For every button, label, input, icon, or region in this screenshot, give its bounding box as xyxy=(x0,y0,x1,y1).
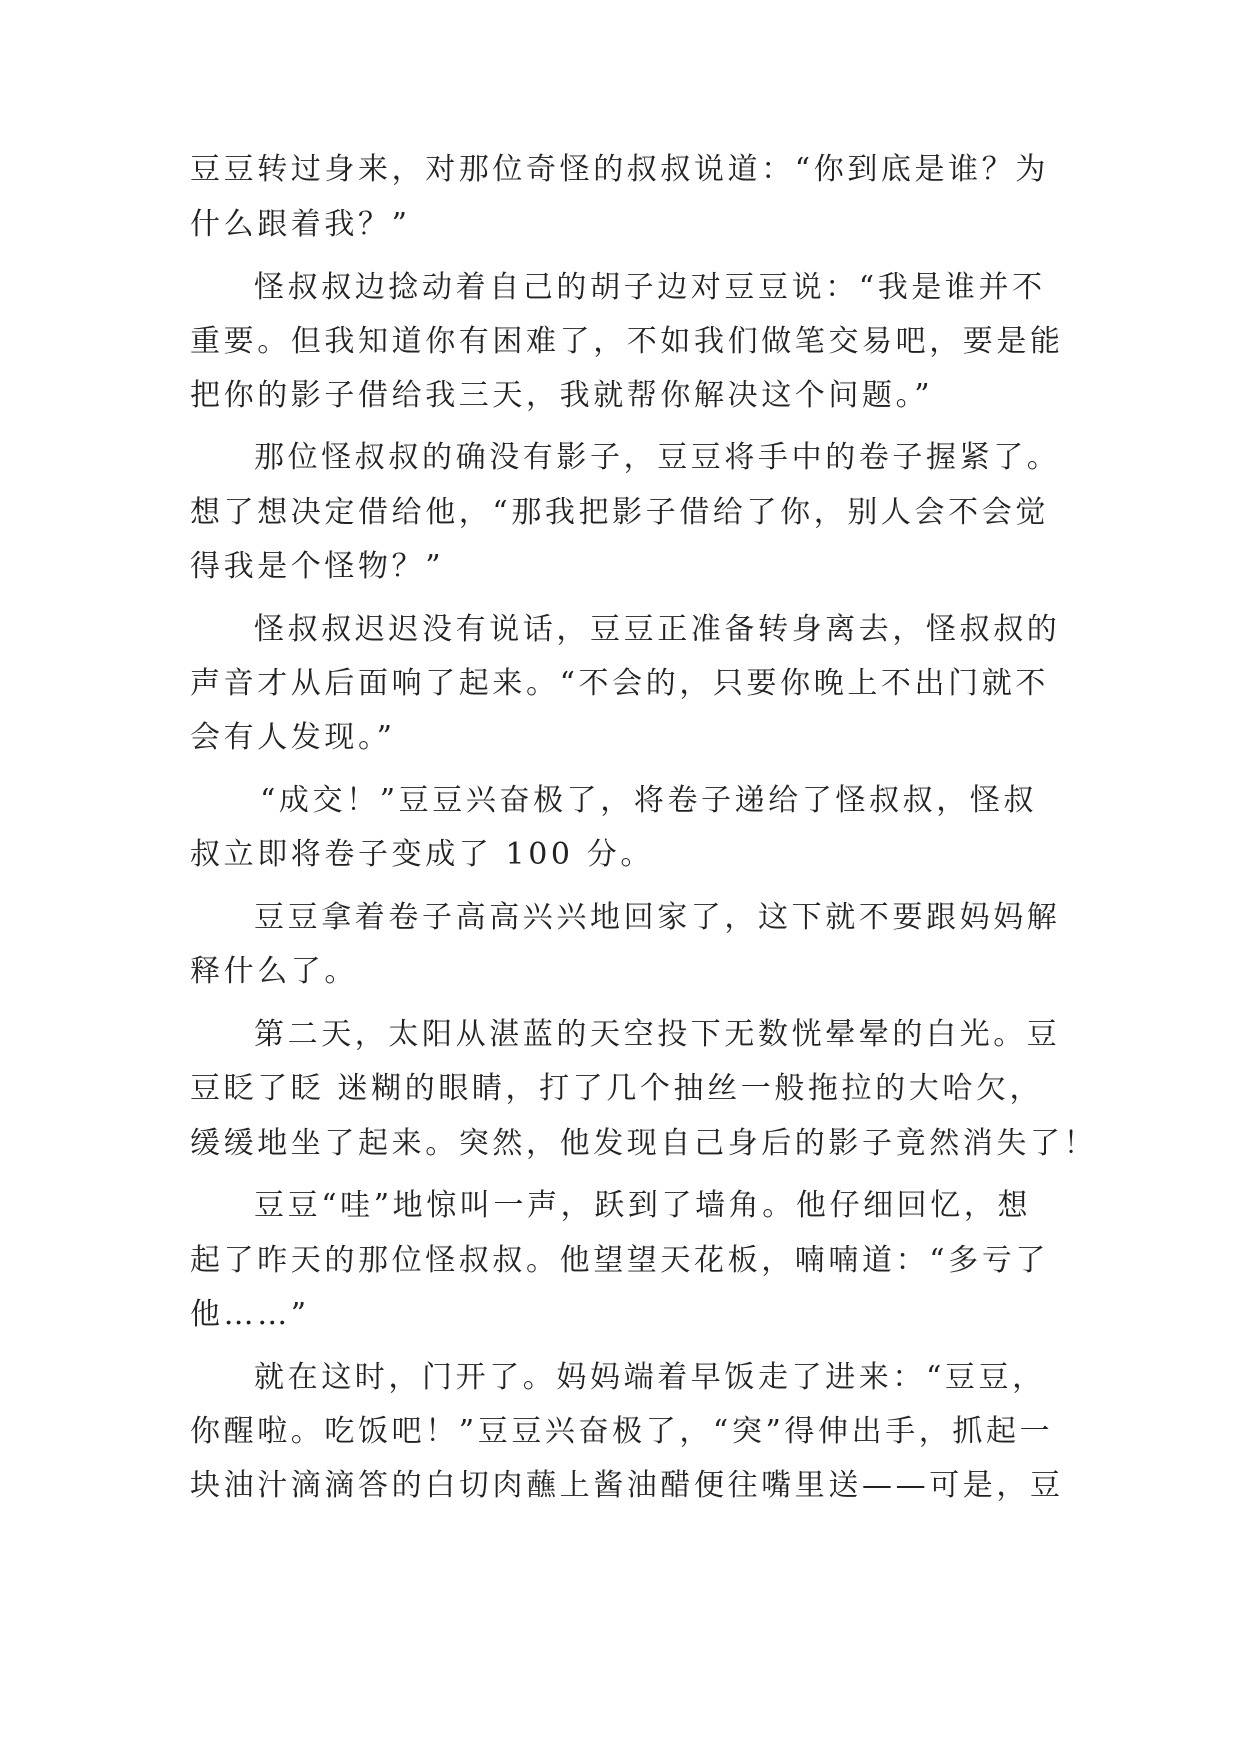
text-line: 重要。但我知道你有困难了，不如我们做笔交易吧，要是能 xyxy=(190,324,1064,359)
text-line: 怪叔叔迟迟没有说话，豆豆正准备转身离去，怪叔叔的 xyxy=(254,612,1061,647)
text-line: 豆豆转过身来，对那位奇怪的叔叔说道：“你到底是谁？为 xyxy=(190,152,1049,187)
text-line: 想了想决定借给他，“那我把影子借给了你，别人会不会觉 xyxy=(190,495,1049,530)
text-line: 豆豆“哇”地惊叫一声，跃到了墙角。他仔细回忆，想 xyxy=(254,1188,1032,1223)
text-line: 什么跟着我？” xyxy=(190,207,411,242)
text-line: 豆豆拿着卷子高高兴兴地回家了，这下就不要跟妈妈解 xyxy=(254,900,1061,935)
text-line: 第二天，太阳从湛蓝的天空投下无数恍晕晕的白光。豆 xyxy=(254,1017,1061,1052)
text-line: 那位怪叔叔的确没有影子，豆豆将手中的卷子握紧了。 xyxy=(254,440,1061,475)
text-line: 叔立即将卷子变成了 100 分。 xyxy=(190,837,654,872)
text-line: 你醒啦。吃饭吧！”豆豆兴奋极了，“突”得伸出手，抓起一 xyxy=(190,1414,1054,1449)
text-line: 块油汁滴滴答的白切肉蘸上酱油醋便往嘴里送——可是，豆 xyxy=(190,1468,1064,1503)
text-line: 声音才从后面响了起来。“不会的，只要你晚上不出门就不 xyxy=(190,666,1049,701)
text-line: 释什么了。 xyxy=(190,954,358,989)
text-line: 缓缓地坐了起来。突然，他发现自己身后的影子竟然消失了！ xyxy=(190,1126,1098,1161)
text-line: “成交！”豆豆兴奋极了，将卷子递给了怪叔叔，怪叔 xyxy=(260,783,1038,818)
text-line: 把你的影子借给我三天，我就帮你解决这个问题。” xyxy=(190,378,934,413)
text-line: 得我是个怪物？” xyxy=(190,549,445,584)
text-line: 豆眨了眨 迷糊的眼睛，打了几个抽丝一般拖拉的大哈欠， xyxy=(190,1071,1044,1106)
text-line: 就在这时，门开了。妈妈端着早饭走了进来：“豆豆， xyxy=(254,1360,1046,1395)
text-line: 起了昨天的那位怪叔叔。他望望天花板，喃喃道：“多亏了 xyxy=(190,1243,1049,1278)
text-line: 会有人发现。” xyxy=(190,720,396,755)
text-line: 他……” xyxy=(190,1297,310,1332)
text-line: 怪叔叔边捻动着自己的胡子边对豆豆说：“我是谁并不 xyxy=(254,270,1046,305)
